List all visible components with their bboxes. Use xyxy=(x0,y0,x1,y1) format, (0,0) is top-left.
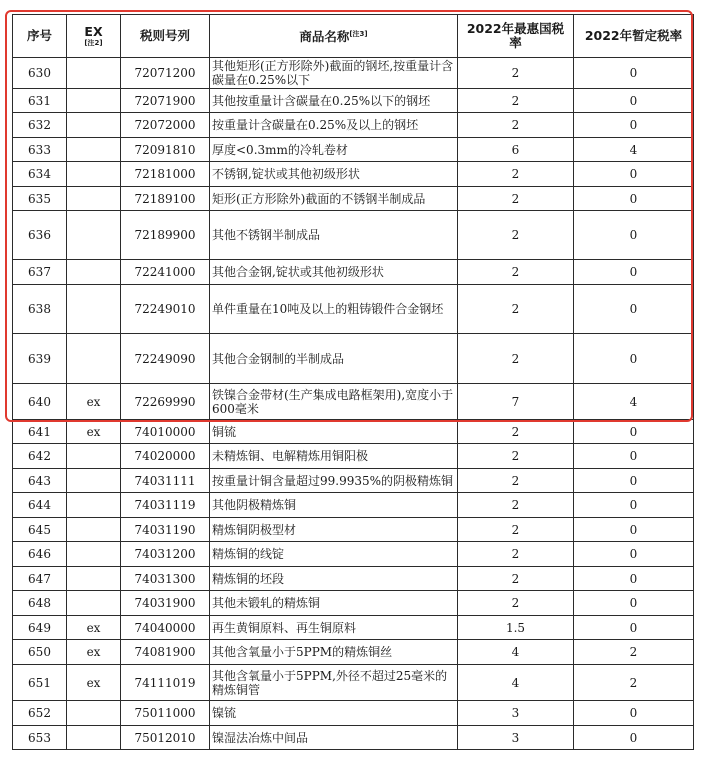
row-name-cell: 镍锍 xyxy=(210,701,458,726)
row-provisional-cell: 2 xyxy=(574,665,694,701)
row-seq-cell: 648 xyxy=(13,591,67,616)
row-seq-cell: 649 xyxy=(13,616,67,640)
row-mfn-cell: 2 xyxy=(458,187,574,211)
row-provisional-cell: 0 xyxy=(574,285,694,334)
table-row xyxy=(13,138,694,162)
row-name-cell: 其他不锈钢半制成品 xyxy=(210,211,458,260)
table-row xyxy=(13,701,694,726)
row-provisional-cell: 4 xyxy=(574,384,694,420)
row-name-cell: 不锈钢,锭状或其他初级形状 xyxy=(210,162,458,187)
table-row xyxy=(13,444,694,469)
row-seq-cell: 640 xyxy=(13,384,67,420)
table-row xyxy=(13,113,694,138)
row-seq-cell: 636 xyxy=(13,211,67,260)
table-row xyxy=(13,384,694,420)
row-name-cell: 按重量计含碳量在0.25%及以上的钢坯 xyxy=(210,113,458,138)
row-code-cell: 72072000 xyxy=(121,113,210,138)
row-name-cell: 其他矩形(正方形除外)截面的钢坯,按重量计含碳量在0.25%以下 xyxy=(210,58,458,89)
row-seq-cell: 645 xyxy=(13,518,67,542)
row-mfn-cell: 2 xyxy=(458,211,574,260)
row-ex-cell xyxy=(67,493,121,518)
header-name-note: [注3] xyxy=(349,30,368,39)
row-mfn-cell: 2 xyxy=(458,260,574,285)
row-seq-cell: 653 xyxy=(13,726,67,750)
row-ex-cell xyxy=(67,726,121,750)
table-row xyxy=(13,420,694,444)
row-code-cell: 72249090 xyxy=(121,334,210,384)
table-row xyxy=(13,616,694,640)
tariff-table xyxy=(12,14,694,750)
row-ex-cell xyxy=(67,113,121,138)
header-name: 商品名称[注3] xyxy=(210,15,458,58)
row-code-cell: 74031200 xyxy=(121,542,210,567)
row-seq-cell: 635 xyxy=(13,187,67,211)
row-code-cell: 72189100 xyxy=(121,187,210,211)
row-code-cell: 72071200 xyxy=(121,58,210,89)
row-name-cell: 精炼铜的线锭 xyxy=(210,542,458,567)
table-row xyxy=(13,89,694,113)
row-name-cell: 矩形(正方形除外)截面的不锈钢半制成品 xyxy=(210,187,458,211)
row-mfn-cell: 2 xyxy=(458,113,574,138)
row-mfn-cell: 2 xyxy=(458,334,574,384)
table-row xyxy=(13,334,694,384)
row-provisional-cell: 0 xyxy=(574,113,694,138)
row-mfn-cell: 2 xyxy=(458,567,574,591)
row-provisional-cell: 0 xyxy=(574,616,694,640)
row-mfn-cell: 2 xyxy=(458,420,574,444)
row-provisional-cell: 4 xyxy=(574,138,694,162)
row-provisional-cell: 0 xyxy=(574,89,694,113)
row-seq-cell: 644 xyxy=(13,493,67,518)
row-seq-cell: 631 xyxy=(13,89,67,113)
row-seq-cell: 639 xyxy=(13,334,67,384)
row-mfn-cell: 2 xyxy=(458,58,574,89)
row-seq-cell: 650 xyxy=(13,640,67,665)
table-row xyxy=(13,567,694,591)
row-code-cell: 72249010 xyxy=(121,285,210,334)
row-seq-cell: 652 xyxy=(13,701,67,726)
row-ex-cell xyxy=(67,542,121,567)
row-name-cell: 铜锍 xyxy=(210,420,458,444)
table-row xyxy=(13,187,694,211)
row-provisional-cell: 0 xyxy=(574,444,694,469)
row-ex-cell xyxy=(67,89,121,113)
row-name-cell: 厚度<0.3mm的冷轧卷材 xyxy=(210,138,458,162)
row-seq-cell: 647 xyxy=(13,567,67,591)
table-row xyxy=(13,58,694,89)
row-name-cell: 其他合金钢制的半制成品 xyxy=(210,334,458,384)
row-name-cell: 其他含氧量小于5PPM,外径不超过25毫米的精炼铜管 xyxy=(210,665,458,701)
row-code-cell: 72071900 xyxy=(121,89,210,113)
row-code-cell: 75012010 xyxy=(121,726,210,750)
row-name-cell: 其他合金钢,锭状或其他初级形状 xyxy=(210,260,458,285)
row-provisional-cell: 0 xyxy=(574,58,694,89)
row-name-cell: 单件重量在10吨及以上的粗铸锻件合金钢坯 xyxy=(210,285,458,334)
row-code-cell: 74040000 xyxy=(121,616,210,640)
row-mfn-cell: 2 xyxy=(458,518,574,542)
row-ex-cell xyxy=(67,469,121,493)
table-row xyxy=(13,285,694,334)
header-code: 税则号列 xyxy=(121,15,210,58)
table-row xyxy=(13,591,694,616)
row-seq-cell: 633 xyxy=(13,138,67,162)
row-name-cell: 精炼铜的坯段 xyxy=(210,567,458,591)
row-name-cell: 未精炼铜、电解精炼用铜阳极 xyxy=(210,444,458,469)
row-code-cell: 74010000 xyxy=(121,420,210,444)
row-code-cell: 75011000 xyxy=(121,701,210,726)
row-code-cell: 74111019 xyxy=(121,665,210,701)
row-provisional-cell: 0 xyxy=(574,567,694,591)
header-seq: 序号 xyxy=(13,15,67,58)
table-row xyxy=(13,493,694,518)
row-mfn-cell: 3 xyxy=(458,701,574,726)
row-mfn-cell: 4 xyxy=(458,665,574,701)
row-mfn-cell: 4 xyxy=(458,640,574,665)
row-ex-cell xyxy=(67,138,121,162)
table-row xyxy=(13,162,694,187)
row-ex-cell: ex xyxy=(67,665,121,701)
header-ex: EX [注2] xyxy=(67,15,121,58)
row-provisional-cell: 0 xyxy=(574,187,694,211)
row-code-cell: 74031111 xyxy=(121,469,210,493)
row-code-cell: 74031119 xyxy=(121,493,210,518)
row-provisional-cell: 0 xyxy=(574,726,694,750)
row-seq-cell: 632 xyxy=(13,113,67,138)
row-name-cell: 其他按重量计含碳量在0.25%以下的钢坯 xyxy=(210,89,458,113)
row-name-cell: 其他未锻轧的精炼铜 xyxy=(210,591,458,616)
row-code-cell: 74031900 xyxy=(121,591,210,616)
row-seq-cell: 642 xyxy=(13,444,67,469)
row-mfn-cell: 2 xyxy=(458,285,574,334)
row-mfn-cell: 1.5 xyxy=(458,616,574,640)
row-provisional-cell: 0 xyxy=(574,334,694,384)
row-name-cell: 再生黄铜原料、再生铜原料 xyxy=(210,616,458,640)
row-mfn-cell: 6 xyxy=(458,138,574,162)
row-provisional-cell: 0 xyxy=(574,211,694,260)
row-ex-cell xyxy=(67,260,121,285)
row-provisional-cell: 0 xyxy=(574,542,694,567)
row-provisional-cell: 0 xyxy=(574,591,694,616)
row-mfn-cell: 2 xyxy=(458,444,574,469)
row-seq-cell: 634 xyxy=(13,162,67,187)
row-provisional-cell: 0 xyxy=(574,162,694,187)
row-mfn-cell: 3 xyxy=(458,726,574,750)
row-name-cell: 镍湿法冶炼中间品 xyxy=(210,726,458,750)
row-provisional-cell: 0 xyxy=(574,420,694,444)
table-row xyxy=(13,260,694,285)
row-mfn-cell: 2 xyxy=(458,493,574,518)
row-code-cell: 72181000 xyxy=(121,162,210,187)
row-ex-cell: ex xyxy=(67,384,121,420)
row-code-cell: 72241000 xyxy=(121,260,210,285)
header-provisional-rate: 2022年暂定税率 xyxy=(574,15,694,58)
row-ex-cell xyxy=(67,567,121,591)
row-ex-cell xyxy=(67,162,121,187)
row-code-cell: 72269990 xyxy=(121,384,210,420)
row-provisional-cell: 0 xyxy=(574,493,694,518)
row-ex-cell xyxy=(67,285,121,334)
table-row xyxy=(13,726,694,750)
row-name-cell: 其他含氧量小于5PPM的精炼铜丝 xyxy=(210,640,458,665)
row-code-cell: 72091810 xyxy=(121,138,210,162)
table-row xyxy=(13,469,694,493)
row-seq-cell: 641 xyxy=(13,420,67,444)
row-provisional-cell: 2 xyxy=(574,640,694,665)
row-name-cell: 其他阴极精炼铜 xyxy=(210,493,458,518)
header-ex-note: [注2] xyxy=(84,38,103,47)
row-ex-cell xyxy=(67,591,121,616)
table-row xyxy=(13,640,694,665)
row-code-cell: 74081900 xyxy=(121,640,210,665)
row-mfn-cell: 7 xyxy=(458,384,574,420)
row-ex-cell xyxy=(67,211,121,260)
row-mfn-cell: 2 xyxy=(458,591,574,616)
row-ex-cell xyxy=(67,518,121,542)
row-code-cell: 74031300 xyxy=(121,567,210,591)
row-code-cell: 74020000 xyxy=(121,444,210,469)
row-name-cell: 铁镍合金带材(生产集成电路框架用),宽度小于600毫米 xyxy=(210,384,458,420)
row-ex-cell xyxy=(67,701,121,726)
row-ex-cell: ex xyxy=(67,616,121,640)
row-seq-cell: 646 xyxy=(13,542,67,567)
row-provisional-cell: 0 xyxy=(574,701,694,726)
row-mfn-cell: 2 xyxy=(458,89,574,113)
table-row xyxy=(13,542,694,567)
row-seq-cell: 638 xyxy=(13,285,67,334)
row-ex-cell xyxy=(67,334,121,384)
row-provisional-cell: 0 xyxy=(574,518,694,542)
row-seq-cell: 630 xyxy=(13,58,67,89)
row-mfn-cell: 2 xyxy=(458,162,574,187)
row-mfn-cell: 2 xyxy=(458,469,574,493)
row-seq-cell: 643 xyxy=(13,469,67,493)
row-ex-cell: ex xyxy=(67,420,121,444)
table-row xyxy=(13,518,694,542)
row-seq-cell: 637 xyxy=(13,260,67,285)
row-ex-cell xyxy=(67,187,121,211)
row-ex-cell xyxy=(67,58,121,89)
row-seq-cell: 651 xyxy=(13,665,67,701)
row-ex-cell: ex xyxy=(67,640,121,665)
row-code-cell: 74031190 xyxy=(121,518,210,542)
table-header-row xyxy=(13,15,694,58)
row-provisional-cell: 0 xyxy=(574,260,694,285)
table-row xyxy=(13,211,694,260)
row-code-cell: 72189900 xyxy=(121,211,210,260)
row-ex-cell xyxy=(67,444,121,469)
row-name-cell: 按重量计铜含量超过99.9935%的阴极精炼铜 xyxy=(210,469,458,493)
row-provisional-cell: 0 xyxy=(574,469,694,493)
table-row xyxy=(13,665,694,701)
header-mfn-rate: 2022年最惠国税率 xyxy=(458,15,574,58)
row-mfn-cell: 2 xyxy=(458,542,574,567)
row-name-cell: 精炼铜阴极型材 xyxy=(210,518,458,542)
